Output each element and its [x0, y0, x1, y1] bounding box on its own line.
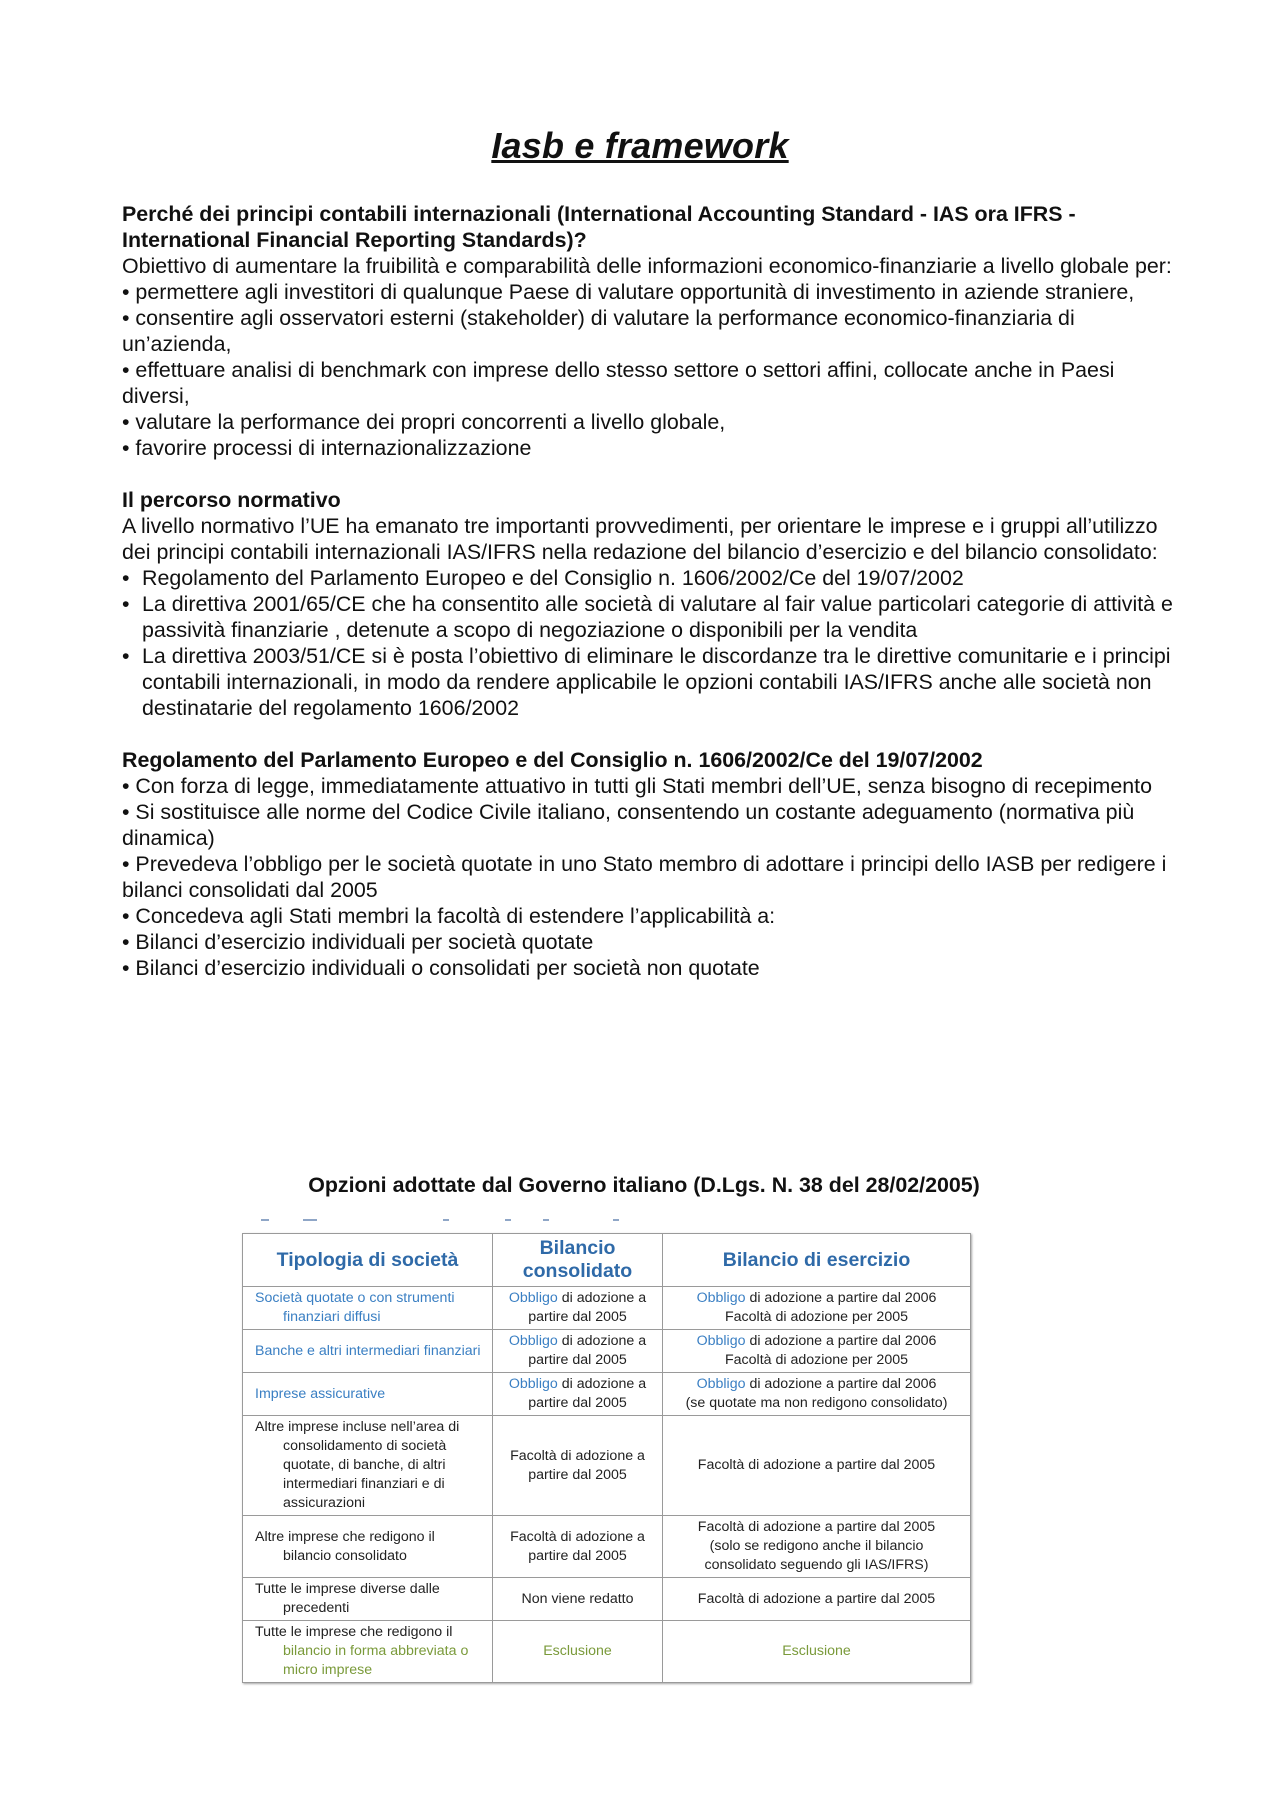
list-item: • Prevedeva l’obbligo per le società quotate in uno Stato membro di adottare i principi dello IASB per redigere i bilanci consolidati dal 2005 — [122, 852, 1167, 902]
column-header: Bilancio di esercizio — [663, 1234, 971, 1287]
list-item — [122, 591, 1177, 643]
bullet: • — [122, 592, 130, 616]
table-cell: Facoltà di adozione a partire dal 2005 — [493, 1516, 663, 1578]
tipologia-text: Imprese assicurative — [255, 1385, 386, 1402]
bullet: • — [122, 566, 130, 590]
table-row — [243, 1416, 971, 1516]
list-item: • Bilanci d’esercizio individuali per società quotate — [122, 930, 594, 954]
table-cell: Esclusione — [663, 1621, 971, 1683]
list-item-text: La direttiva 2003/51/CE si è posta l’obiettivo di eliminare le discordanze tra le direttive comunitarie e i principi contabili internazionali, in modo da rendere applicabile le opzioni contabili IAS/IFRS anche alle società non destinatarie del regolamento 1606/2002 — [142, 644, 1171, 720]
bullet: • — [122, 644, 130, 668]
table-cell — [243, 1287, 493, 1330]
table-cell — [493, 1373, 663, 1416]
table-row — [243, 1287, 971, 1330]
table-row — [243, 1516, 971, 1578]
table-cell: Facoltà di adozione a partire dal 2005 — [493, 1416, 663, 1516]
list-item: • Si sostituisce alle norme del Codice Civile italiano, consentendo un costante adeguamento (normativa più dinamica) — [122, 800, 1135, 850]
list-item: • valutare la performance dei propri concorrenti a livello globale, — [122, 410, 726, 434]
table-cell — [493, 1330, 663, 1373]
table-row — [243, 1373, 971, 1416]
document-body — [122, 201, 1177, 981]
list-item: • consentire agli osservatori esterni (stakeholder) di valutare la performance economico-finanziaria di un’azienda, — [122, 306, 1075, 356]
obbligo-label: Obbligo — [696, 1333, 746, 1349]
list-item — [122, 643, 1177, 721]
table-cell: Facoltà di adozione a partire dal 2005 — [663, 1416, 971, 1516]
cell-text: di adozione a partire dal 2005 — [528, 1290, 647, 1325]
list-item: • favorire processi di internazionalizzazione — [122, 436, 532, 460]
table-cell: Non viene redatto — [493, 1578, 663, 1621]
cell-text: (se quotate ma non redigono consolidato) — [685, 1395, 948, 1411]
table-cell — [243, 1578, 493, 1621]
table-cell: Esclusione — [493, 1621, 663, 1683]
cell-text: di adozione a partire dal 2006 — [745, 1376, 937, 1392]
list-item-text: La direttiva 2001/65/CE che ha consentito alle società di valutare al fair value particolari categorie di attività e passività finanziarie , detenute a scopo di negoziazione o disponibili per la vendita — [142, 592, 1173, 642]
column-header: Bilancio consolidato — [493, 1234, 663, 1287]
list-item: • effettuare analisi di benchmark con imprese dello stesso settore o settori affini, collocate anche in Paesi diversi, — [122, 358, 1115, 408]
paragraph: Obiettivo di aumentare la fruibilità e comparabilità delle informazioni economico-finanziarie a livello globale per: — [122, 254, 1172, 278]
table-cell — [663, 1287, 971, 1330]
spacer — [122, 721, 1177, 747]
obbligo-label: Obbligo — [508, 1290, 558, 1306]
tipologia-text: Altre imprese che redigono il bilancio consolidato — [255, 1528, 435, 1564]
list-item: • Concedeva agli Stati membri la facoltà di estendere l’applicabilità a: — [122, 904, 776, 928]
cell-text: di adozione a partire dal 2005 — [528, 1333, 647, 1368]
table-cell — [243, 1516, 493, 1578]
cell-text: di adozione a partire dal 2006 — [745, 1333, 937, 1349]
table-header-row — [243, 1234, 971, 1287]
table-cell — [663, 1330, 971, 1373]
list-item: • Con forza di legge, immediatamente attuativo in tutti gli Stati membri dell’UE, senza bisogno di recepimento — [122, 774, 1152, 798]
page-title: Iasb e framework — [491, 125, 789, 166]
list-item — [122, 565, 1177, 591]
options-table — [242, 1233, 971, 1683]
obbligo-label: Obbligo — [508, 1376, 558, 1392]
cell-text: di adozione a partire dal 2005 — [528, 1376, 647, 1411]
column-header: Tipologia di società — [243, 1234, 493, 1287]
section-heading: Il percorso normativo — [122, 488, 341, 512]
table-cell — [243, 1621, 493, 1683]
table-caption: Opzioni adottate dal Governo italiano (D.Lgs. N. 38 del 28/02/2005) — [308, 1173, 980, 1197]
list-item: • Bilanci d’esercizio individuali o consolidati per società non quotate — [122, 956, 760, 980]
table-row — [243, 1578, 971, 1621]
cell-text-green: bilancio in forma abbreviata o micro imprese — [283, 1643, 469, 1678]
section-heading: Regolamento del Parlamento Europeo e del Consiglio n. 1606/2002/Ce del 19/07/2002 — [122, 748, 983, 772]
tipologia-text: Banche e altri intermediari finanziari — [255, 1342, 481, 1359]
spacer — [122, 461, 1177, 487]
table-row — [243, 1330, 971, 1373]
table-cell — [493, 1287, 663, 1330]
tipologia-text: Tutte le imprese diverse dalle precedenti — [255, 1581, 440, 1616]
table-row — [243, 1621, 971, 1683]
table-cell — [243, 1330, 493, 1373]
cell-text: Facoltà di adozione per 2005 — [725, 1309, 908, 1325]
section-heading: Perché dei principi contabili internazionali (International Accounting Standard - IAS ora IFRS - International Financial Reporting Standards)? — [122, 202, 1076, 252]
table-cell — [663, 1373, 971, 1416]
cell-text: Facoltà di adozione per 2005 — [725, 1352, 908, 1368]
obbligo-label: Obbligo — [508, 1333, 558, 1349]
list-item: • permettere agli investitori di qualunque Paese di valutare opportunità di investimento in aziende straniere, — [122, 280, 1135, 304]
table-cell — [243, 1373, 493, 1416]
table-cell — [663, 1516, 971, 1578]
tipologia-text: Società quotate o con strumenti finanziari diffusi — [255, 1290, 455, 1325]
obbligo-label: Obbligo — [696, 1376, 746, 1392]
table-cell: Facoltà di adozione a partire dal 2005 — [663, 1578, 971, 1621]
paragraph: A livello normativo l’UE ha emanato tre importanti provvedimenti, per orientare le imprese e i gruppi all’utilizzo dei principi contabili internazionali IAS/IFRS nella redazione del bilancio d’esercizio e del bilancio consolidato: — [122, 514, 1158, 564]
cell-text: (solo se redigono anche il bilancio consolidato seguendo gli IAS/IFRS) — [704, 1538, 929, 1573]
list-item-text: Regolamento del Parlamento Europeo e del Consiglio n. 1606/2002/Ce del 19/07/2002 — [142, 566, 964, 590]
obbligo-label: Obbligo — [696, 1290, 746, 1306]
tipologia-text — [249, 1623, 486, 1680]
tipologia-text: Altre imprese incluse nell’area di consolidamento di società quotate, di banche, di altri intermediari finanziari e di assicurazioni — [255, 1419, 460, 1511]
cell-text: di adozione a partire dal 2006 — [745, 1290, 937, 1306]
cell-text: Facoltà di adozione a partire dal 2005 — [697, 1519, 936, 1535]
cell-text: Tutte le imprese che redigono il — [255, 1624, 453, 1640]
table-cell — [243, 1416, 493, 1516]
cropped-header-remnant — [243, 1219, 623, 1223]
